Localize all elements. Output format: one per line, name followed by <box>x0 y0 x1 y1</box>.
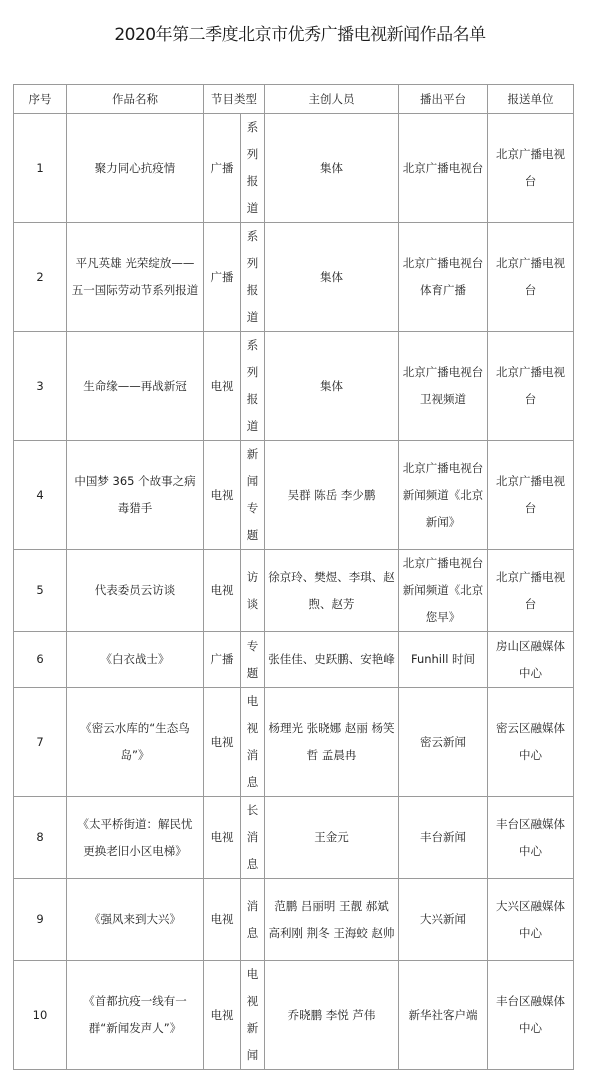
cell-index: 7 <box>14 688 67 797</box>
cell-creators: 集体 <box>265 332 399 441</box>
cell-index: 10 <box>14 961 67 1070</box>
cell-type: 消息 <box>241 879 265 961</box>
cell-index: 1 <box>14 114 67 223</box>
table-row <box>14 797 574 879</box>
cell-index: 2 <box>14 223 67 332</box>
cell-index: 6 <box>14 632 67 688</box>
cell-type: 系列报道 <box>241 114 265 223</box>
cell-platform: 北京广播电视台体育广播 <box>399 223 488 332</box>
cell-platform: 北京广播电视台新闻频道《北京新闻》 <box>399 441 488 550</box>
cell-type: 系列报道 <box>241 223 265 332</box>
cell-creators: 吴群 陈岳 李少鹏 <box>265 441 399 550</box>
cell-creators: 集体 <box>265 114 399 223</box>
cell-type: 电视消息 <box>241 688 265 797</box>
cell-creators: 徐京玲、樊煜、李琪、赵煦、赵芳 <box>265 550 399 632</box>
cell-creators: 乔晓鹏 李悦 芦伟 <box>265 961 399 1070</box>
cell-creators: 王金元 <box>265 797 399 879</box>
cell-medium: 电视 <box>204 879 241 961</box>
cell-platform: 新华社客户端 <box>399 961 488 1070</box>
cell-type: 长消息 <box>241 797 265 879</box>
header-unit: 报送单位 <box>488 85 574 114</box>
header-creators: 主创人员 <box>265 85 399 114</box>
cell-type: 访谈 <box>241 550 265 632</box>
cell-type: 电视新闻 <box>241 961 265 1070</box>
cell-platform: 密云新闻 <box>399 688 488 797</box>
cell-medium: 电视 <box>204 550 241 632</box>
cell-medium: 广播 <box>204 223 241 332</box>
cell-index: 3 <box>14 332 67 441</box>
page-title: 2020年第二季度北京市优秀广播电视新闻作品名单 <box>114 25 486 45</box>
cell-name: 生命缘——再战新冠 <box>67 332 204 441</box>
cell-name: 《首都抗疫一线有一群“新闻发声人”》 <box>67 961 204 1070</box>
cell-unit: 北京广播电视台 <box>488 550 574 632</box>
cell-type: 新闻专题 <box>241 441 265 550</box>
cell-name: 《白衣战士》 <box>67 632 204 688</box>
table-row <box>14 961 574 1070</box>
header-index: 序号 <box>14 85 67 114</box>
cell-type: 系列报道 <box>241 332 265 441</box>
table-row <box>14 550 574 632</box>
cell-unit: 丰台区融媒体中心 <box>488 797 574 879</box>
cell-name: 《太平桥街道：解民忧 更换老旧小区电梯》 <box>67 797 204 879</box>
award-list-table <box>13 84 574 1070</box>
cell-platform: 丰台新闻 <box>399 797 488 879</box>
cell-creators: 集体 <box>265 223 399 332</box>
cell-index: 4 <box>14 441 67 550</box>
cell-platform: 北京广播电视台新闻频道《北京您早》 <box>399 550 488 632</box>
cell-medium: 电视 <box>204 961 241 1070</box>
cell-unit: 房山区融媒体中心 <box>488 632 574 688</box>
cell-unit: 北京广播电视台 <box>488 114 574 223</box>
cell-medium: 广播 <box>204 632 241 688</box>
cell-name: 中国梦 365 个故事之病毒猎手 <box>67 441 204 550</box>
cell-platform: 大兴新闻 <box>399 879 488 961</box>
cell-medium: 电视 <box>204 797 241 879</box>
cell-unit: 北京广播电视台 <box>488 332 574 441</box>
cell-name: 《密云水库的“生态鸟岛”》 <box>67 688 204 797</box>
cell-platform: 北京广播电视台 <box>399 114 488 223</box>
cell-medium: 电视 <box>204 688 241 797</box>
cell-index: 5 <box>14 550 67 632</box>
cell-index: 8 <box>14 797 67 879</box>
cell-creators: 张佳佳、史跃鹏、安艳峰 <box>265 632 399 688</box>
table-row <box>14 632 574 688</box>
header-platform: 播出平台 <box>399 85 488 114</box>
cell-platform: Funhill 时间 <box>399 632 488 688</box>
cell-type: 专题 <box>241 632 265 688</box>
table-header-row <box>14 85 574 114</box>
cell-unit: 密云区融媒体中心 <box>488 688 574 797</box>
cell-unit: 北京广播电视台 <box>488 223 574 332</box>
table-row <box>14 114 574 223</box>
cell-creators: 杨理光 张晓娜 赵丽 杨笑哲 孟晨冉 <box>265 688 399 797</box>
table-row <box>14 332 574 441</box>
cell-unit: 北京广播电视台 <box>488 441 574 550</box>
header-name: 作品名称 <box>67 85 204 114</box>
cell-name: 《强风来到大兴》 <box>67 879 204 961</box>
cell-unit: 大兴区融媒体中心 <box>488 879 574 961</box>
table-row <box>14 441 574 550</box>
cell-platform: 北京广播电视台卫视频道 <box>399 332 488 441</box>
cell-medium: 电视 <box>204 441 241 550</box>
cell-medium: 电视 <box>204 332 241 441</box>
cell-name: 聚力同心抗疫情 <box>67 114 204 223</box>
cell-medium: 广播 <box>204 114 241 223</box>
table-row <box>14 879 574 961</box>
cell-creators: 范鹏 吕丽明 王靓 郝斌 高利刚 荆冬 王海蛟 赵帅 <box>265 879 399 961</box>
header-type: 节目类型 <box>204 85 265 114</box>
cell-unit: 丰台区融媒体中心 <box>488 961 574 1070</box>
table-row <box>14 223 574 332</box>
cell-name: 平凡英雄 光荣绽放——五一国际劳动节系列报道 <box>67 223 204 332</box>
cell-index: 9 <box>14 879 67 961</box>
table-row <box>14 688 574 797</box>
cell-name: 代表委员云访谈 <box>67 550 204 632</box>
